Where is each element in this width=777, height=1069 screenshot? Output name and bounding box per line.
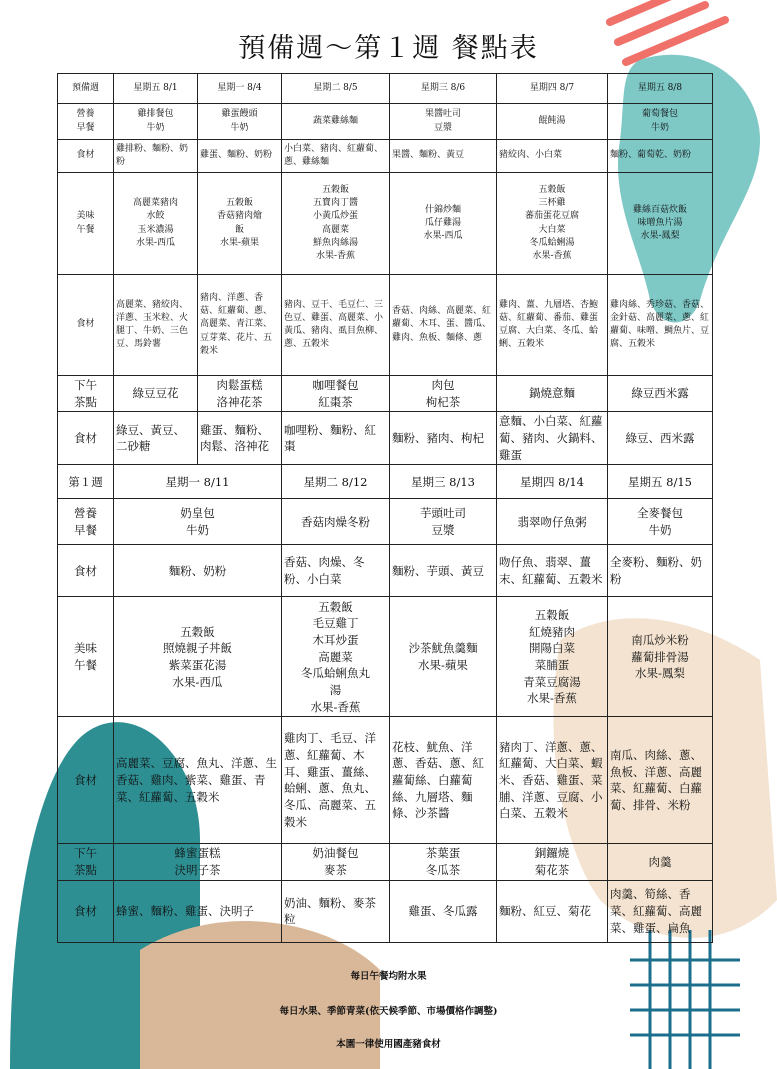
week1-snack-row (58, 844, 713, 880)
ingredient-cell: 雞肉、薑、九層塔、杏鮑菇、紅蘿蔔、番茄、雞蛋豆腐、大白菜、冬瓜、蛤蜊、五穀米 (497, 275, 608, 376)
meal-cell: 蜂蜜蛋糕 決明子茶 (114, 844, 282, 880)
week1-lunch-ingredients-row (58, 717, 713, 844)
ingredient-cell: 雞肉丁、毛豆、洋蔥、紅蘿蔔、木耳、雞蛋、薑絲、蛤蜊、蔥、魚丸、冬瓜、高麗菜、五穀米 (282, 717, 390, 844)
meal-cell: 綠豆西米露 (608, 376, 713, 412)
ingredient-cell: 麵粉、葡萄乾、奶粉 (608, 140, 713, 173)
ingredient-cell: 雞蛋、冬瓜露 (390, 880, 497, 942)
meal-cell: 香菇肉燥冬粉 (282, 499, 390, 545)
row-label: 下午 茶點 (58, 376, 114, 412)
meal-cell: 鍋燒意麵 (497, 376, 608, 412)
ingredient-cell: 小白菜、豬肉、紅蘿蔔、蔥、雞絲麵 (282, 140, 390, 173)
ingredient-cell: 意麵、小白菜、紅蘿蔔、豬肉、火鍋料、雞蛋 (497, 412, 608, 465)
row-label: 食材 (58, 717, 114, 844)
prep-lunch-ingredients-row (58, 275, 713, 376)
ingredient-cell: 高麗菜、豬絞肉、洋蔥、玉米粒、火腿丁、牛奶、三色豆、馬鈴薯 (114, 275, 198, 376)
prep-snack-row (58, 376, 713, 412)
meal-cell: 銅鑼燒 菊花茶 (497, 844, 608, 880)
ingredient-cell: 綠豆、黃豆、二砂糖 (114, 412, 198, 465)
footer-line-2: 每日水果、季節青菜(依天候季節、市場價格作調整) (279, 1006, 498, 1017)
week1-header-row (58, 465, 713, 499)
footer-line-3: 本園一律使用國產豬食材 (336, 1039, 441, 1050)
day-header: 星期四 8/14 (497, 465, 608, 499)
ingredient-cell: 綠豆、西米露 (608, 412, 713, 465)
ingredient-cell: 香菇、肉絲、高麗菜、紅蘿蔔、木耳、蛋、醬瓜、雞肉、魚板、麵條、蔥 (390, 275, 497, 376)
week1-breakfast-ingredients-row (58, 545, 713, 597)
day-header: 星期三 8/13 (390, 465, 497, 499)
ingredient-cell: 南瓜、肉絲、蔥、魚板、洋蔥、高麗菜、紅蘿蔔、白蘿蔔、排骨、米粉 (608, 717, 713, 844)
meal-cell: 奶油餐包 麥茶 (282, 844, 390, 880)
ingredient-cell: 麵粉、豬肉、枸杞 (390, 412, 497, 465)
meal-cell: 咖哩餐包 紅棗茶 (282, 376, 390, 412)
meal-cell: 五穀飯 三杯雞 蕃茄蛋花豆腐 大白菜 冬瓜蛤蜊湯 水果-香蕉 (497, 173, 608, 275)
ingredient-cell: 雞排粉、麵粉、奶粉 (114, 140, 198, 173)
ingredient-cell: 麵粉、紅豆、菊花 (497, 880, 608, 942)
ingredient-cell: 豬絞肉、小白菜 (497, 140, 608, 173)
meal-cell: 翡翠吻仔魚粥 (497, 499, 608, 545)
meal-cell: 雞排餐包 牛奶 (114, 104, 198, 140)
week1-lunch-row (58, 597, 713, 717)
day-header: 星期五 8/1 (114, 74, 198, 104)
day-header: 星期四 8/7 (497, 74, 608, 104)
meal-cell: 雞絲百菇炊飯 味噌魚片湯 水果-鳳梨 (608, 173, 713, 275)
meal-cell: 五穀飯 五寶肉丁醬 小黃瓜炒蛋 高麗菜 鮮魚肉絲湯 水果-香蕉 (282, 173, 390, 275)
ingredient-cell: 奶油、麵粉、麥茶粒 (282, 880, 390, 942)
day-header: 星期五 8/8 (608, 74, 713, 104)
ingredient-cell: 蜂蜜、麵粉、雞蛋、決明子 (114, 880, 282, 942)
meal-cell: 五穀飯 香菇豬肉燴 飯 水果-蘋果 (198, 173, 282, 275)
ingredient-cell: 花枝、魷魚、洋蔥、香菇、蔥、紅蘿蔔絲、白蘿蔔絲、九層塔、麵條、沙茶醬 (390, 717, 497, 844)
meal-cell: 高麗菜豬肉 水餃 玉米濃湯 水果-西瓜 (114, 173, 198, 275)
ingredient-cell: 香菇、肉燥、冬粉、小白菜 (282, 545, 390, 597)
meal-cell: 肉鬆蛋糕 洛神花茶 (198, 376, 282, 412)
day-header: 星期五 8/15 (608, 465, 713, 499)
prep-lunch-row (58, 173, 713, 275)
day-header: 星期二 8/12 (282, 465, 390, 499)
meal-cell: 葡萄餐包 牛奶 (608, 104, 713, 140)
meal-cell: 五穀飯 照燒親子丼飯 紫菜蛋花湯 水果-西瓜 (114, 597, 282, 717)
ingredient-cell: 吻仔魚、翡翠、薑末、紅蘿蔔、五穀米 (497, 545, 608, 597)
meal-cell: 奶皇包 牛奶 (114, 499, 282, 545)
week1-snack-ingredients-row (58, 880, 713, 942)
day-header: 星期三 8/6 (390, 74, 497, 104)
ingredient-cell: 麵粉、芋頭、黃豆 (390, 545, 497, 597)
ingredient-cell: 雞肉絲、秀珍菇、香菇、金針菇、高麗菜、蔥、紅蘿蔔、味噌、鯛魚片、豆腐、五穀米 (608, 275, 713, 376)
week1-label: 第１週 (58, 465, 114, 499)
ingredient-cell: 高麗菜、豆腐、魚丸、洋蔥、生香菇、雞肉、紫菜、雞蛋、青菜、紅蘿蔔、五穀米 (114, 717, 282, 844)
meal-cell: 果醬吐司 豆漿 (390, 104, 497, 140)
row-label: 食材 (58, 412, 114, 465)
meal-cell: 全麥餐包 牛奶 (608, 499, 713, 545)
row-label: 食材 (58, 545, 114, 597)
row-label: 食材 (58, 275, 114, 376)
page-title: 預備週～第１週 餐點表 (238, 33, 539, 64)
meal-cell: 蔬菜雞絲麵 (282, 104, 390, 140)
day-header: 星期二 8/5 (282, 74, 390, 104)
meal-cell: 五穀飯 紅燒豬肉 開陽白菜 菜脯蛋 青菜豆腐湯 水果-香蕉 (497, 597, 608, 717)
row-label: 美味 午餐 (58, 597, 114, 717)
row-label: 美味 午餐 (58, 173, 114, 275)
meal-cell: 茶葉蛋 冬瓜茶 (390, 844, 497, 880)
ingredient-cell: 肉羹、筍絲、香菜、紅蘿蔔、高麗菜、雞蛋、扁魚 (608, 880, 713, 942)
ingredient-cell: 豬肉、豆干、毛豆仁、三色豆、雞蛋、高麗菜、小黃瓜、豬肉、虱目魚柳、蔥、五穀米 (282, 275, 390, 376)
week1-breakfast-row (58, 499, 713, 545)
meal-cell: 芋頭吐司 豆漿 (390, 499, 497, 545)
ingredient-cell: 雞蛋、麵粉、肉鬆、洛神花 (198, 412, 282, 465)
day-header: 星期一 8/11 (114, 465, 282, 499)
ingredient-cell: 咖哩粉、麵粉、紅棗 (282, 412, 390, 465)
prep-week-header-row (58, 74, 713, 104)
row-label: 營養 早餐 (58, 499, 114, 545)
meal-cell: 什錦炒麵 瓜仔雞湯 水果-西瓜 (390, 173, 497, 275)
meal-cell: 肉羹 (608, 844, 713, 880)
ingredient-cell: 豬肉丁、洋蔥、蔥、紅蘿蔔、大白菜、蝦米、香菇、雞蛋、菜脯、洋蔥、豆腐、小白菜、五穀米 (497, 717, 608, 844)
row-label: 食材 (58, 880, 114, 942)
meal-cell: 南瓜炒米粉 蘿蔔排骨湯 水果-鳳梨 (608, 597, 713, 717)
ingredient-cell: 豬肉、洋蔥、香菇、紅蘿蔔、蔥、高麗菜、青江菜、豆芽菜、花片、五穀米 (198, 275, 282, 376)
row-label: 食材 (58, 140, 114, 173)
ingredient-cell: 雞蛋、麵粉、奶粉 (198, 140, 282, 173)
prep-breakfast-ingredients-row (58, 140, 713, 173)
row-label: 下午 茶點 (58, 844, 114, 880)
meal-cell: 雞蛋饅頭 牛奶 (198, 104, 282, 140)
prep-breakfast-row (58, 104, 713, 140)
meal-cell: 沙茶魷魚羹麵 水果-蘋果 (390, 597, 497, 717)
prep-snack-ingredients-row (58, 412, 713, 465)
meal-cell: 餛飩湯 (497, 104, 608, 140)
meal-cell: 綠豆豆花 (114, 376, 198, 412)
row-label: 營養 早餐 (58, 104, 114, 140)
ingredient-cell: 果醬、麵粉、黃豆 (390, 140, 497, 173)
meal-cell: 肉包 枸杞茶 (390, 376, 497, 412)
footer-line-1: 每日午餐均附水果 (350, 971, 427, 982)
ingredient-cell: 麵粉、奶粉 (114, 545, 282, 597)
meal-table (57, 73, 713, 943)
day-header: 星期一 8/4 (198, 74, 282, 104)
meal-cell: 五穀飯 毛豆雞丁 木耳炒蛋 高麗菜 冬瓜蛤蜊魚丸 湯 水果-香蕉 (282, 597, 390, 717)
prep-week-label: 預備週 (58, 74, 114, 104)
ingredient-cell: 全麥粉、麵粉、奶粉 (608, 545, 713, 597)
